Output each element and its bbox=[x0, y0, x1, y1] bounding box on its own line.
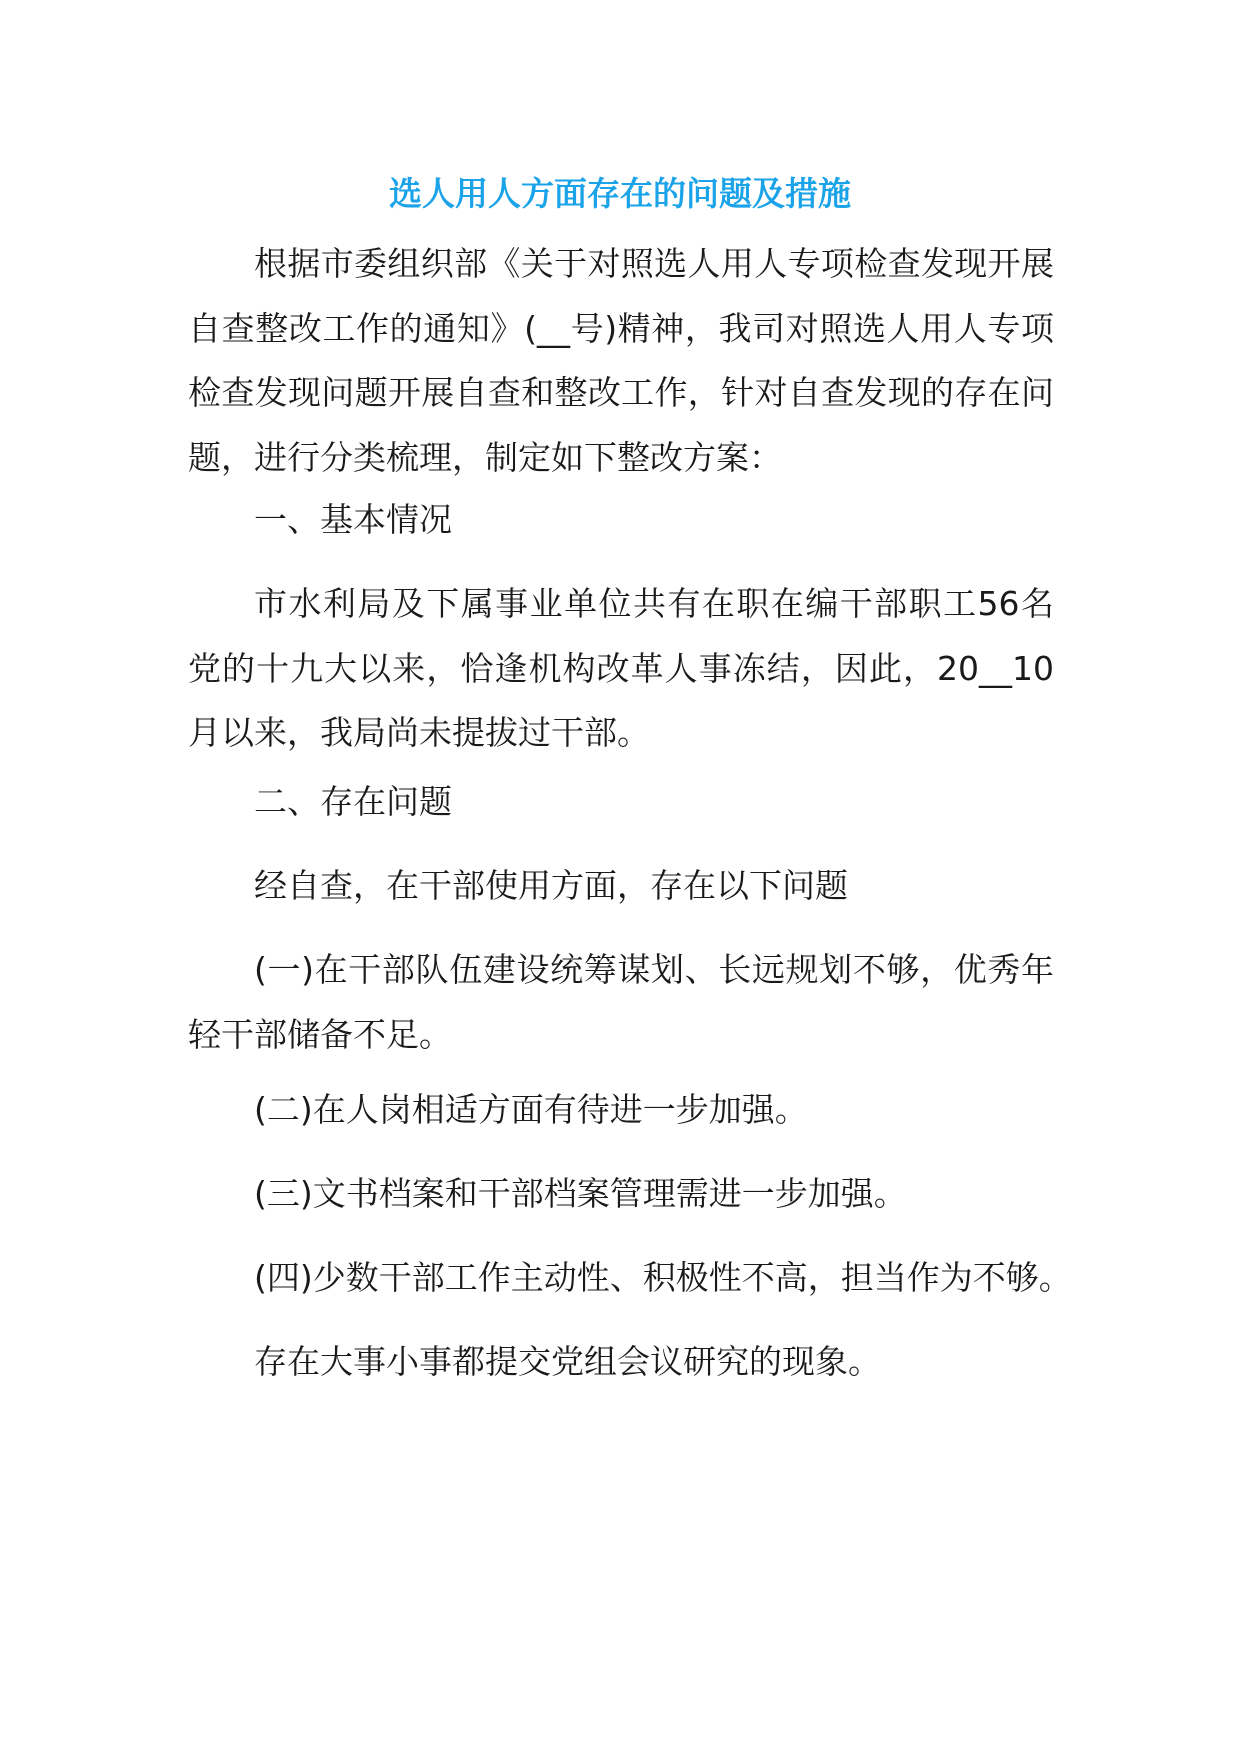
paragraph-phenomenon: 存在大事小事都提交党组会议研究的现象。 bbox=[254, 1342, 881, 1381]
paragraph-intro: 根据市委组织部《关于对照选人用人专项检查发现开展自查整改工作的通知》(__号)精神，我司对照选人用人专项检查发现问题开展自查和整改工作，针对自查发现的存在问题，进行分类梳理，制定如下整改方案： bbox=[188, 244, 1054, 477]
problem-item-3: (三)文书档案和干部档案管理需进一步加强。 bbox=[254, 1174, 907, 1213]
paragraph-basic-situation: 市水利局及下属事业单位共有在职在编干部职工56名党的十九大以来，恰逢机构改革人事冻结，因此，20__10月以来，我局尚未提拔过干部。 bbox=[188, 584, 1054, 752]
problem-item-4: (四)少数干部工作主动性、积极性不高，担当作为不够。 bbox=[254, 1258, 1072, 1297]
section-heading-existing-problems: 二、存在问题 bbox=[254, 782, 452, 821]
paragraph-self-check: 经自查，在干部使用方面，存在以下问题 bbox=[254, 866, 848, 905]
document-title: 选人用人方面存在的问题及措施 bbox=[389, 174, 851, 213]
section-heading-basic-situation: 一、基本情况 bbox=[254, 500, 452, 539]
problem-item-2: (二)在人岗相适方面有待进一步加强。 bbox=[254, 1090, 808, 1129]
problem-item-1: (一)在干部队伍建设统筹谋划、长远规划不够，优秀年轻干部储备不足。 bbox=[188, 950, 1054, 1054]
